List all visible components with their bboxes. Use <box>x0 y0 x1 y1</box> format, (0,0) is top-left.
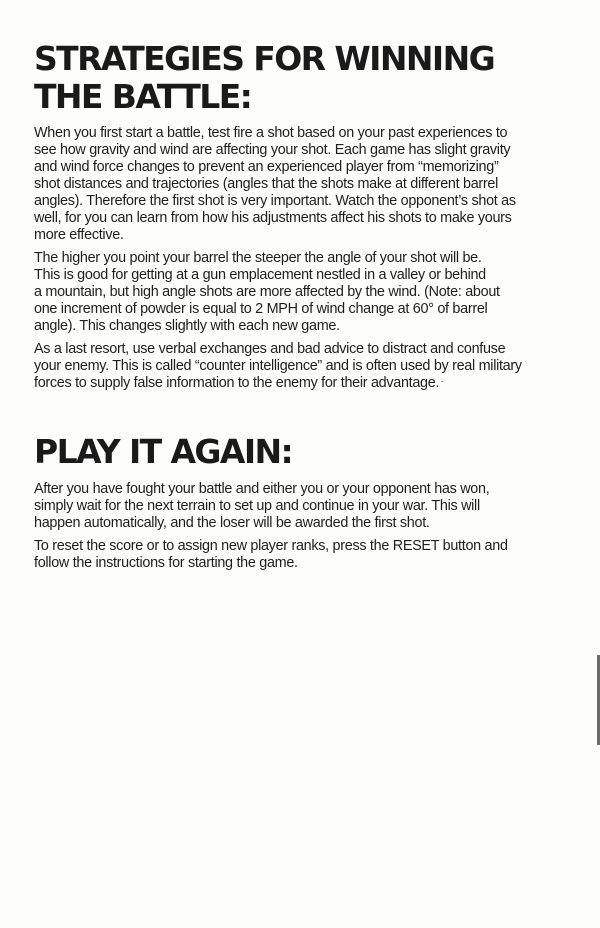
print-speck <box>441 381 443 382</box>
text-line: and wind force changes to prevent an experienced player from “memorizing” <box>34 159 499 175</box>
play-again-paragraph-reset <box>34 538 562 572</box>
text-line: This is good for getting at a gun emplacement nestled in a valley or behind <box>34 267 486 283</box>
heading-line: STRATEGIES FOR WINNING <box>34 39 495 78</box>
text-line: one increment of powder is equal to 2 MPH of wind change at 60° of barrel <box>34 301 488 317</box>
strategies-paragraph-barrel-angle <box>34 250 562 335</box>
play-again-heading <box>34 433 562 471</box>
text-line: shot distances and trajectories (angles that the shots make at different barrel <box>34 176 498 192</box>
text-line: angles). Therefore the first shot is very important. Watch the opponent’s shot as <box>34 193 516 209</box>
text-line: a mountain, but high angle shots are more affected by the wind. (Note: about <box>34 284 500 300</box>
text-line: see how gravity and wind are affecting your shot. Each game has slight gravity <box>34 142 511 158</box>
text-line: angle). This changes slightly with each new game. <box>34 318 340 334</box>
text-line: After you have fought your battle and either you or your opponent has won, <box>34 481 490 497</box>
text-line: When you first start a battle, test fire a shot based on your past experiences to <box>34 125 508 141</box>
play-again-section <box>34 433 562 578</box>
strategies-paragraph-test-fire <box>34 125 562 244</box>
text-line: To reset the score or to assign new player ranks, press the RESET button and <box>34 538 508 554</box>
strategies-section <box>34 40 562 398</box>
text-line: well, for you can learn from how his adjustments affect his shots to make yours <box>34 210 512 226</box>
play-again-paragraph-next-terrain <box>34 481 562 532</box>
text-line: more effective. <box>34 227 124 243</box>
text-line: As a last resort, use verbal exchanges and bad advice to distract and confuse <box>34 341 506 357</box>
text-line: happen automatically, and the loser will be awarded the first shot. <box>34 515 430 531</box>
strategies-paragraph-counter-intelligence <box>34 341 562 392</box>
strategies-heading <box>34 40 562 116</box>
heading-line: PLAY IT AGAIN: <box>34 432 293 471</box>
text-line: follow the instructions for starting the game. <box>34 555 298 571</box>
text-line: simply wait for the next terrain to set up and continue in your war. This will <box>34 498 480 514</box>
heading-line: THE BATTLE: <box>34 77 252 116</box>
text-line: forces to supply false information to the enemy for their advantage. <box>34 375 440 391</box>
text-line: your enemy. This is called “counter intelligence” and is often used by real military <box>34 358 522 374</box>
text-line: The higher you point your barrel the steeper the angle of your shot will be. <box>34 250 482 266</box>
